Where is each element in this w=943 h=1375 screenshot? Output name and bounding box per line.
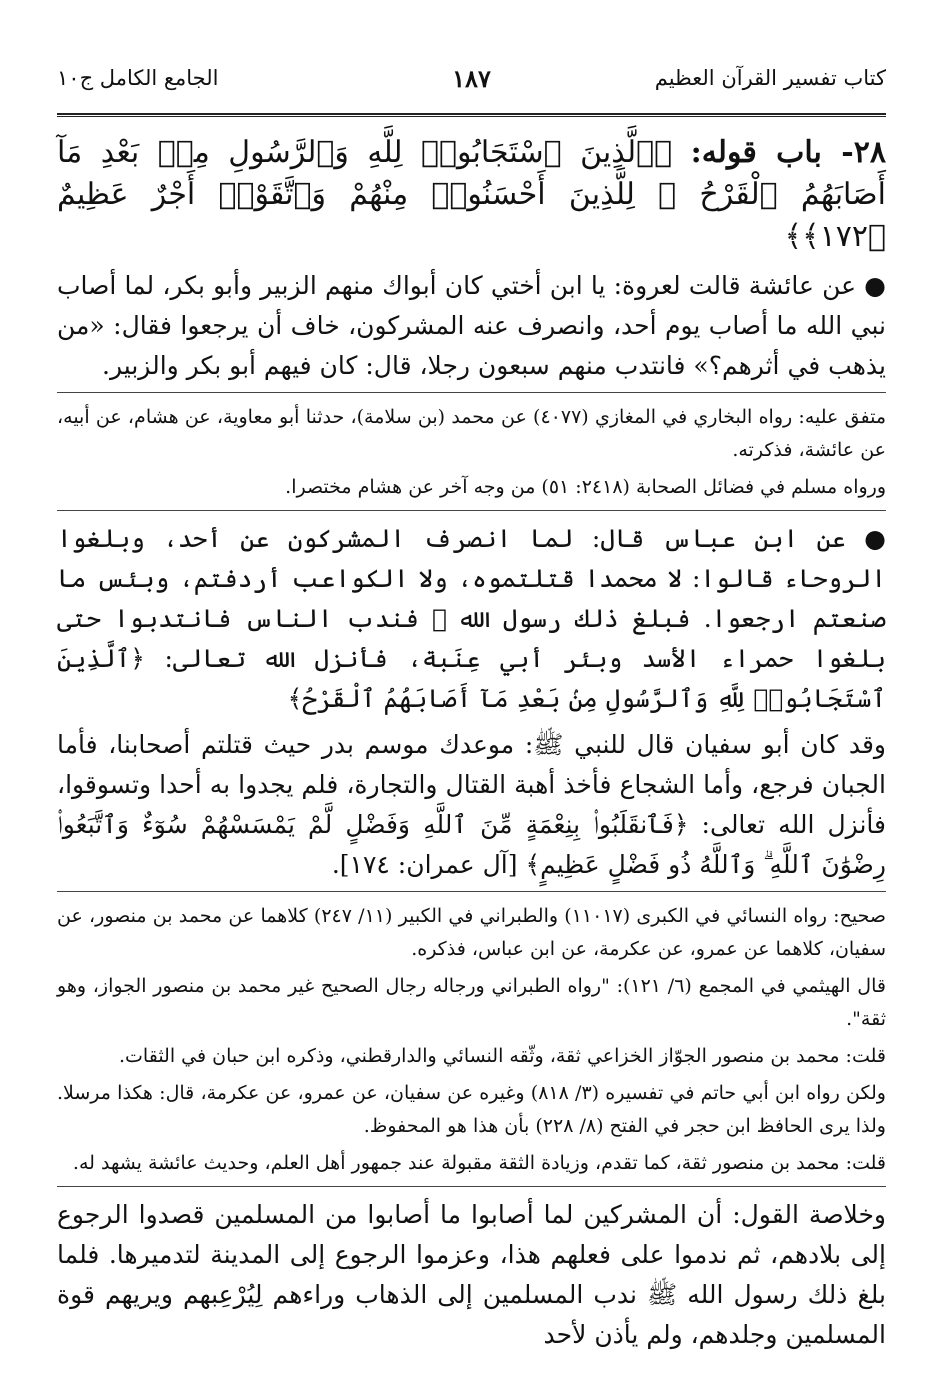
page-number: ١٨٧ [452, 64, 491, 93]
header-rule [57, 113, 886, 115]
heading-verse: ﴿ٱلَّذِينَ ٱسْتَجَابُوا۟ لِلَّهِ وَٱلرَّسُولِ مِنۢ بَعْدِ مَآ أَصَابَهُمُ ٱلْقَرْحُ ۚ لِلَّذِينَ أَحْسَنُوا۟ مِنْهُمْ وَٱتَّقَوْا۟ أَجْرٌ عَظِيمٌ ﴿١٧٢﴾﴾ [57, 135, 886, 254]
haythami-note: قال الهيثمي في المجمع (٦/ ١٢١): "رواه الطبراني ورجاله رجال الصحيح غير محمد بن منصور الجواز، وهو ثقة". [57, 975, 886, 1030]
header-rule-thin [57, 116, 886, 117]
ibn-abi-hatim-note: ولكن رواه ابن أبي حاتم في تفسيره (٣/ ٨١٨) وغيره عن سفيان، عن عمرو، عن عكرمة، قال: هكذا مرسلا. ولذا يرى الحافظ ابن حجر في الفتح (٨/ ٢٢٨) بأن هذا هو المحفوظ. [57, 1082, 886, 1137]
chapter-heading [57, 132, 886, 258]
hadith-aisha: ● عن عائشة قالت لعروة: يا ابن أختي كان أبواك منهم الزبير وأبو بكر، لما أصاب نبي الله ما أصاب يوم أحد، وانصرف عنه المشركون، خاف أن يرجعوا فقال: «من يذهب في أثرهم؟» فانتدب منهم سبعون رجلا، قال: كان فيهم أبو بكر والزبير. [57, 271, 887, 380]
takhrij-nasai: صحيح: رواه النسائي في الكبرى (١١٠١٧) والطبراني في الكبير (١١/ ٢٤٧) كلاهما عن محمد بن منصور، عن سفيان، كلاهما عن عمرو، عن عكرمة، عن ابن عباس، فذكره. [57, 905, 886, 960]
divider [57, 510, 886, 511]
takhrij-bukhari: متفق عليه: رواه البخاري في المغازي (٤٠٧٧) عن محمد (بن سلامة)، حدثنا أبو معاوية، عن هشام، عن أبيه، عن عائشة، فذكرته. [57, 406, 886, 461]
divider [57, 392, 886, 393]
running-header [57, 60, 886, 104]
takhrij-muslim: ورواه مسلم في فضائل الصحابة (٢٤١٨: ٥١) من وجه آخر عن هشام مختصرا. [285, 476, 886, 498]
hadith-ibn-abbas: ● عن ابن عباس قال: لما انصرف المشركون عن أحد، وبلغوا الروحاء قالوا: لا محمدا قتلتموه، ولا الكواعب أردفتم، وبئس ما صنعتم ارجعوا. فبلغ ذلك رسول الله ﷺ فندب الناس فانتدبوا حتى بلغوا حمراء الأسد وبئر أبي عِنَبة، فأنزل الله تعالى: ﴿ٱلَّذِينَ ٱسْتَجَابُوا۟ لِلَّهِ وَٱلرَّسُولِ مِنۢ بَعْدِ مَآ أَصَابَهُمُ ٱلْقَرْحُ﴾ [57, 524, 886, 713]
divider [57, 1186, 886, 1187]
narrator-note: قلت: محمد بن منصور الجوّاز الخزاعي ثقة، وثّقه النسائي والدارقطني، وذكره ابن حبان في الثقات. [119, 1045, 886, 1067]
conclusion-note: قلت: محمد بن منصور ثقة، كما تقدم، وزيادة الثقة مقبولة عند جمهور أهل العلم، وحديث عائشة يشهد له. [72, 1152, 886, 1174]
series-title: الجامع الكامل ج١٠ [57, 66, 219, 90]
page-body [57, 132, 886, 1361]
book-title: كتاب تفسير القرآن العظيم [654, 66, 886, 90]
abu-sufyan-paragraph: وقد كان أبو سفيان قال للنبي ﷺ: موعدك موسم بدر حيث قتلتم أصحابنا، فأما الجبان فرجع، وأما الشجاع فأخذ أهبة القتال والتجارة، فلم يجدوا به أحدا وتسوقوا، فأنزل الله تعالى: ﴿فَٱنقَلَبُوا۟ بِنِعْمَةٍ مِّنَ ٱللَّهِ وَفَضْلٍ لَّمْ يَمْسَسْهُمْ سُوٓءٌ وَٱتَّبَعُوا۟ رِضْوَٰنَ ٱللَّهِ ۗ وَٱللَّهُ ذُو فَضْلٍ عَظِيمٍ﴾ [آل عمران: ١٧٤]. [57, 730, 886, 879]
divider [57, 891, 886, 892]
chapter-label: ٢٨- باب قوله: [690, 135, 886, 170]
summary-paragraph: وخلاصة القول: أن المشركين لما أصابوا ما أصابوا من المسلمين قصدوا الرجوع إلى بلادهم، ثم ندموا على فعلهم هذا، وعزموا الرجوع إلى المدينة لتدميرها. فلما بلغ ذلك رسول الله ﷺ ندب المسلمين إلى الذهاب وراءهم لِيُرْعِبهم ويريهم قوة المسلمين وجلدهم، ولم يأذن لأحد [57, 1200, 886, 1349]
